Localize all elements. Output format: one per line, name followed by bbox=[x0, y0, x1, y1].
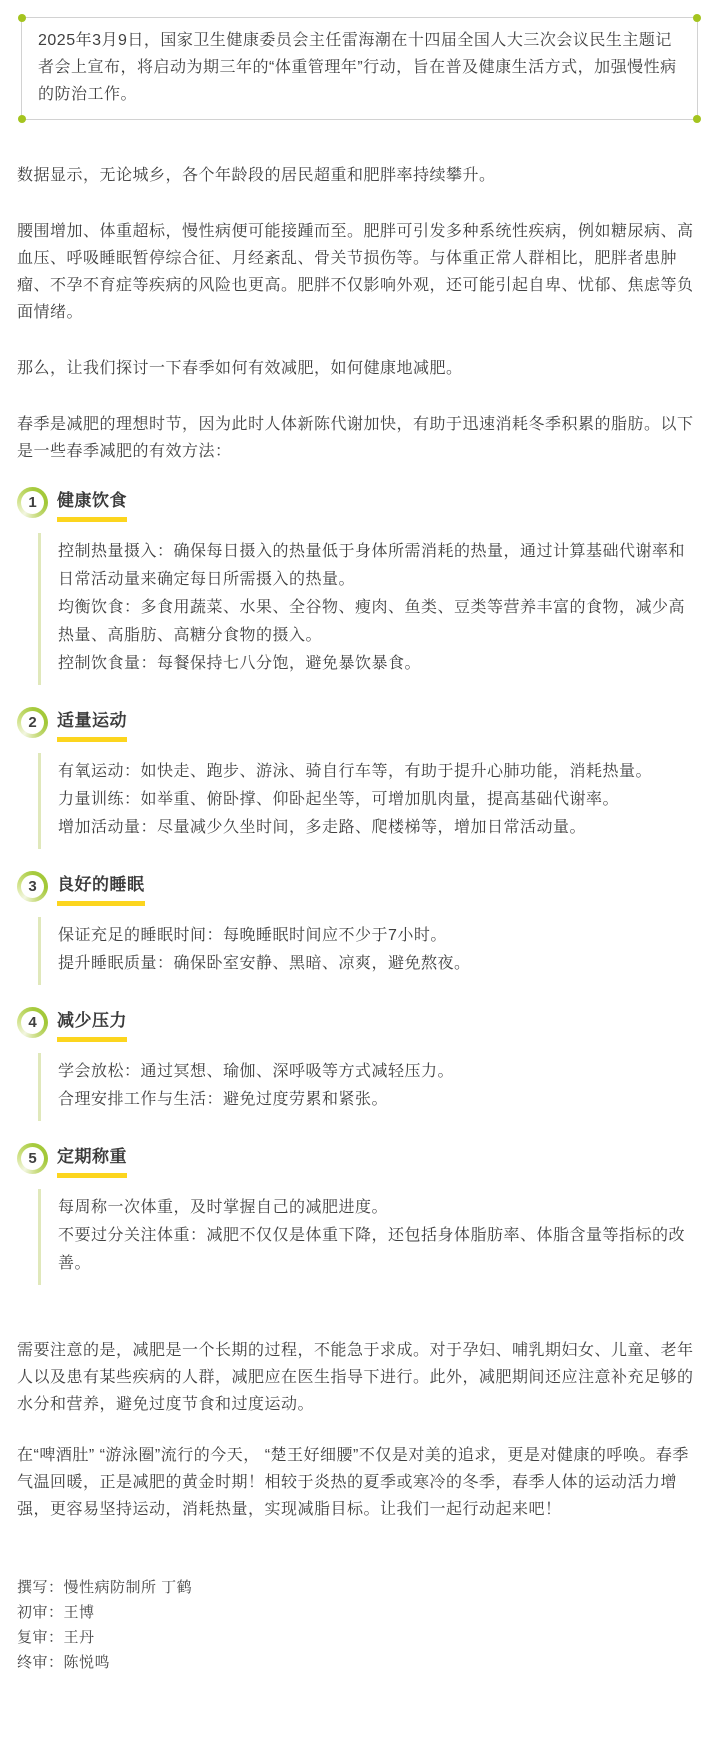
section-item: 不要过分关注体重：减肥不仅仅是体重下降，还包括身体脂肪率、体脂含量等指标的改善。 bbox=[58, 1227, 686, 1272]
paragraph-obesity-risks: 腰围增加、体重超标，慢性病便可能接踵而至。肥胖可引发多种系统性疾病，例如糖尿病、高血压、呼吸睡眠暂停综合征、月经紊乱、骨关节损伤等。与体重正常人群相比，肥胖者患肿瘤、不孕不育症等疾病的风险也更高。肥胖不仅影响外观，还可能引起自卑、忧郁、焦虑等负面情绪。 bbox=[17, 223, 694, 321]
number-badge-icon bbox=[17, 707, 48, 738]
section-item: 保证充足的睡眠时间：每晚睡眠时间应不少于7小时。 bbox=[58, 927, 447, 944]
intro-text: 2025年3月9日，国家卫生健康委员会主任雷海潮在十四届全国人大三次会议民生主题记者会上宣布，将启动为期三年的“体重管理年”行动，旨在普及健康生活方式，加强慢性病的防治工作。 bbox=[38, 32, 677, 103]
credit-second-review: 复审：王丹 bbox=[17, 1629, 95, 1646]
section-number: 3 bbox=[21, 875, 44, 898]
section-header bbox=[17, 1143, 701, 1178]
section-body bbox=[38, 1053, 701, 1121]
section-title: 健康饮食 bbox=[57, 489, 127, 522]
section-item: 控制热量摄入：确保每日摄入的热量低于身体所需消耗的热量，通过计算基础代谢率和日常活动量来确定每日所需摄入的热量。 bbox=[58, 543, 686, 588]
section-item: 提升睡眠质量：确保卧室安静、黑暗、凉爽，避免熬夜。 bbox=[58, 955, 471, 972]
section-number: 4 bbox=[21, 1011, 44, 1034]
number-badge-icon bbox=[17, 871, 48, 902]
section-item: 合理安排工作与生活：避免过度劳累和紧张。 bbox=[58, 1091, 389, 1108]
section-title: 定期称重 bbox=[57, 1145, 127, 1178]
corner-dot-icon bbox=[18, 14, 26, 22]
number-badge-icon bbox=[17, 487, 48, 518]
section-item: 学会放松：通过冥想、瑜伽、深呼吸等方式减轻压力。 bbox=[58, 1063, 455, 1080]
section-body bbox=[38, 1189, 701, 1285]
paragraph-spring-intro: 春季是减肥的理想时节，因为此时人体新陈代谢加快，有助于迅速消耗冬季积累的脂肪。以下是一些春季减肥的有效方法： bbox=[17, 416, 694, 460]
corner-dot-icon bbox=[693, 115, 701, 123]
section-number: 2 bbox=[21, 711, 44, 734]
section-regular-weighing bbox=[17, 1143, 701, 1285]
corner-dot-icon bbox=[18, 115, 26, 123]
section-item: 每周称一次体重，及时掌握自己的减肥进度。 bbox=[58, 1199, 389, 1216]
credit-final-review: 终审：陈悦鸣 bbox=[17, 1654, 111, 1671]
section-item: 控制饮食量：每餐保持七八分饱，避免暴饮暴食。 bbox=[58, 655, 422, 672]
credits-block bbox=[17, 1575, 701, 1675]
section-header bbox=[17, 487, 701, 522]
section-header bbox=[17, 707, 701, 742]
section-header bbox=[17, 871, 701, 906]
paragraph-transition: 那么，让我们探讨一下春季如何有效减肥，如何健康地减肥。 bbox=[17, 360, 463, 377]
section-reduce-stress bbox=[17, 1007, 701, 1121]
number-badge-icon bbox=[17, 1143, 48, 1174]
section-item: 增加活动量：尽量减少久坐时间，多走路、爬楼梯等，增加日常活动量。 bbox=[58, 819, 587, 836]
section-header bbox=[17, 1007, 701, 1042]
section-healthy-diet bbox=[17, 487, 701, 685]
section-title: 适量运动 bbox=[57, 709, 127, 742]
number-badge-icon bbox=[17, 1007, 48, 1038]
section-body bbox=[38, 533, 701, 685]
section-title: 减少压力 bbox=[57, 1009, 127, 1042]
section-number: 1 bbox=[21, 491, 44, 514]
credit-author: 撰写：慢性病防制所 丁鹤 bbox=[17, 1579, 193, 1596]
intro-quote-box bbox=[21, 17, 698, 120]
section-item: 均衡饮食：多食用蔬菜、水果、全谷物、瘦肉、鱼类、豆类等营养丰富的食物，减少高热量、高脂肪、高糖分食物的摄入。 bbox=[58, 599, 686, 644]
section-moderate-exercise bbox=[17, 707, 701, 849]
paragraph-call-to-action: 在“啤酒肚” “游泳圈”流行的今天， “楚王好细腰”不仅是对美的追求，更是对健康的呼唤。春季气温回暖，正是减肥的黄金时期！相较于炎热的夏季或寒冷的冬季，春季人体的运动活力增强，更容易坚持运动，消耗热量，实现减脂目标。让我们一起行动起来吧！ bbox=[17, 1447, 689, 1518]
paragraph-data-trend: 数据显示，无论城乡，各个年龄段的居民超重和肥胖率持续攀升。 bbox=[17, 167, 496, 184]
section-item: 力量训练：如举重、俯卧撑、仰卧起坐等，可增加肌肉量，提高基础代谢率。 bbox=[58, 791, 620, 808]
paragraph-cautions: 需要注意的是，减肥是一个长期的过程，不能急于求成。对于孕妇、哺乳期妇女、儿童、老年人以及患有某些疾病的人群，减肥应在医生指导下进行。此外，减肥期间还应注意补充足够的水分和营养，避免过度节食和过度运动。 bbox=[17, 1342, 694, 1413]
credit-first-review: 初审：王博 bbox=[17, 1604, 95, 1621]
section-number: 5 bbox=[21, 1147, 44, 1170]
section-good-sleep bbox=[17, 871, 701, 985]
corner-dot-icon bbox=[693, 14, 701, 22]
section-body bbox=[38, 753, 701, 849]
section-body bbox=[38, 917, 701, 985]
section-item: 有氧运动：如快走、跑步、游泳、骑自行车等，有助于提升心肺功能，消耗热量。 bbox=[58, 763, 653, 780]
section-title: 良好的睡眠 bbox=[57, 873, 145, 906]
